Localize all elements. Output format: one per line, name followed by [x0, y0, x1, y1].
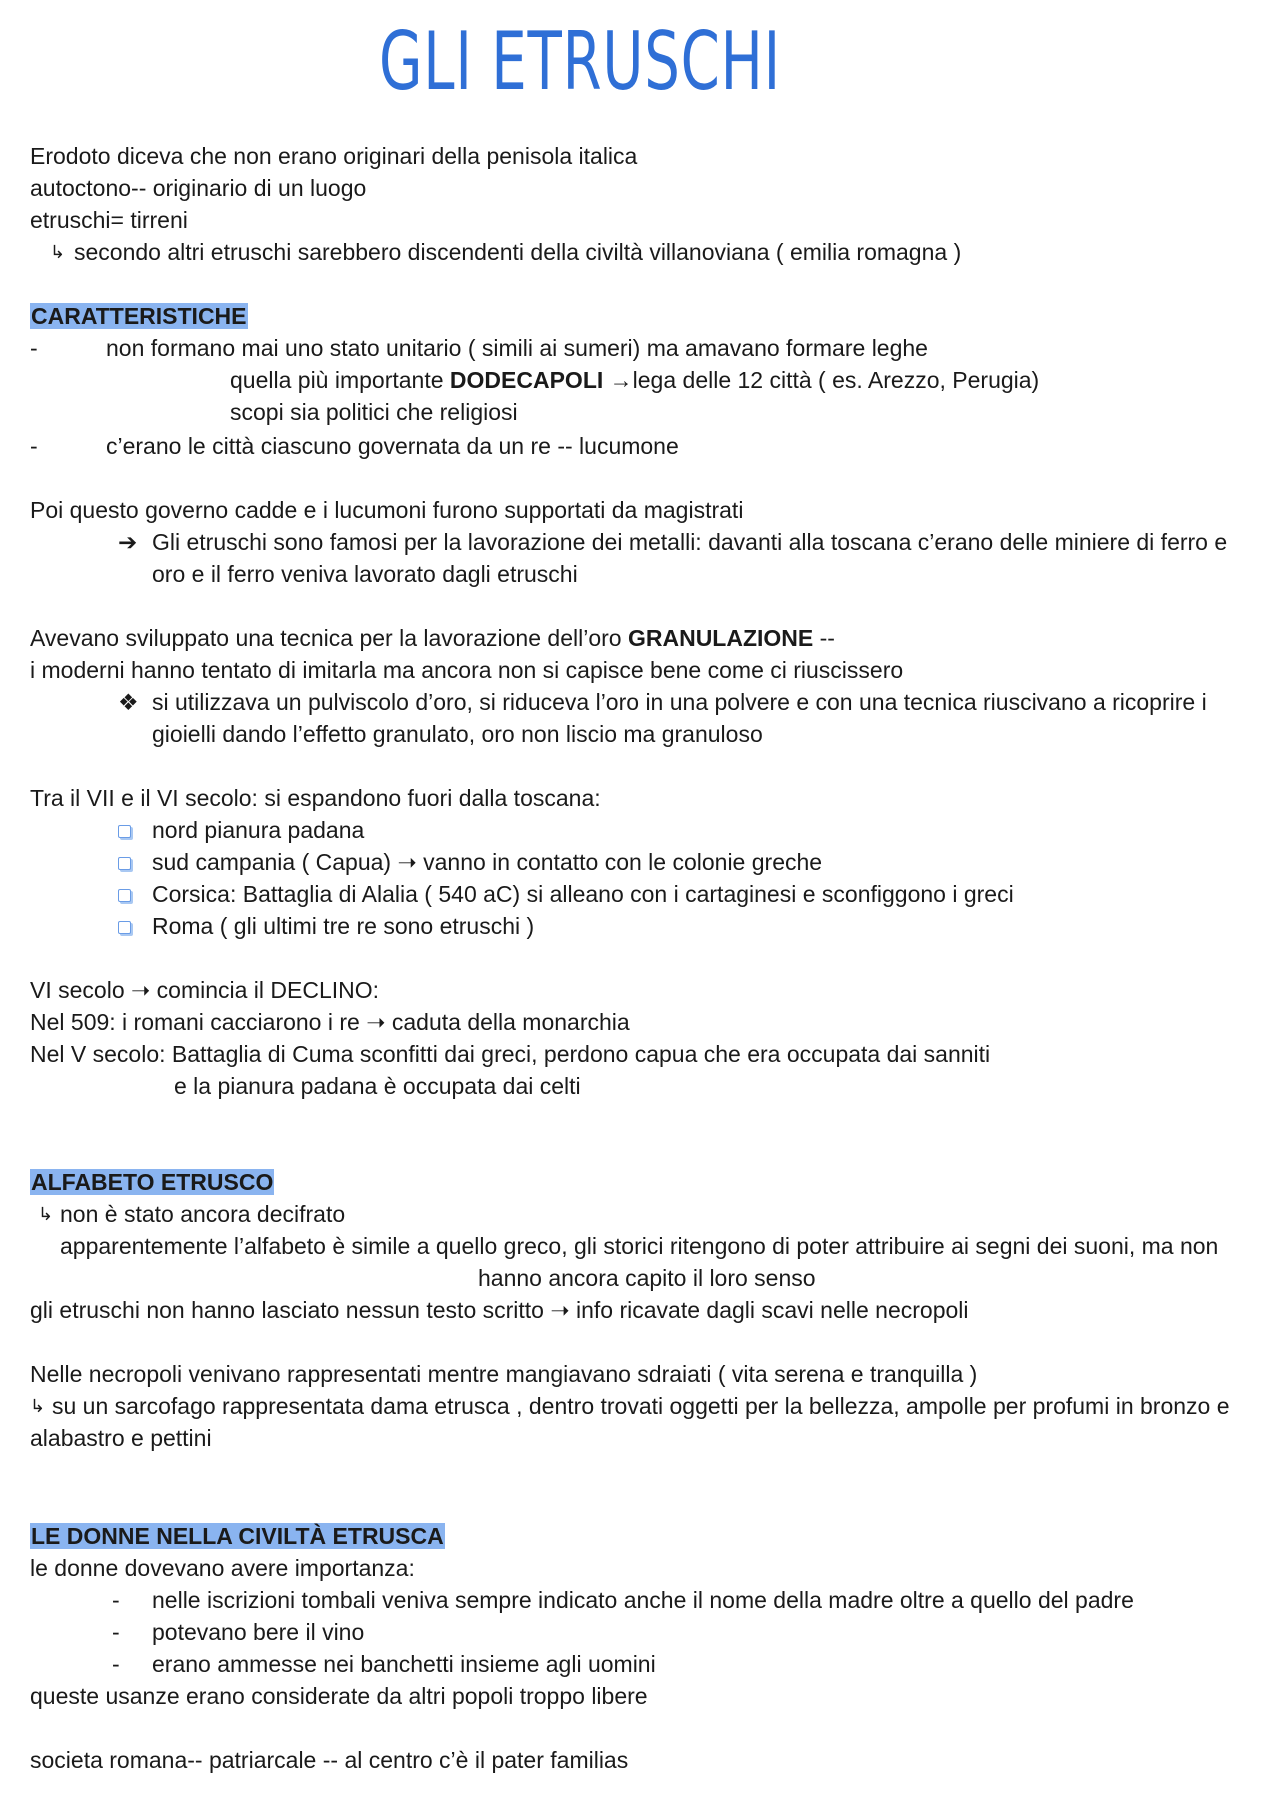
- paragraph-declino: VI secolo ➝ comincia il DECLINO:: [30, 977, 380, 1003]
- section-heading-alfabeto: [30, 1166, 274, 1198]
- donne-line-3: societa romana-- patriarcale -- al centro c’è il pater familias: [30, 1747, 629, 1773]
- caratteristiche-point-2: c’erano le città ciascuno governata da un re -- lucumone: [106, 433, 679, 459]
- alfabeto-line-3: hanno ancora capito il loro senso: [478, 1265, 816, 1291]
- intro-line-4: secondo altri etruschi sarebbero discendenti della civiltà villanoviana ( emilia romagna ): [74, 239, 962, 265]
- intro-line-3: etruschi= tirreni: [30, 207, 188, 233]
- paragraph-granulazione: [30, 622, 835, 654]
- page-title: GLI ETRUSCHI: [379, 15, 781, 108]
- paragraph-pulviscolo-2: gioielli dando l’effetto granulato, oro non liscio ma granuloso: [152, 721, 763, 747]
- caratteristiche-point-1a: [230, 364, 1039, 396]
- alfabeto-line-1: non è stato ancora decifrato: [60, 1201, 346, 1227]
- checkbox-bullet-icon: [118, 878, 131, 910]
- dash-bullet: -: [112, 1651, 120, 1677]
- list-item: erano ammesse nei banchetti insieme agli uomini: [152, 1651, 656, 1677]
- checkbox-bullet-icon: [118, 846, 131, 878]
- caratteristiche-point-1b: scopi sia politici che religiosi: [230, 399, 518, 425]
- diamond-bullet-icon: ❖: [118, 689, 139, 715]
- return-arrow-icon: ↳: [38, 1204, 54, 1224]
- checkbox-bullet-icon: [118, 910, 131, 942]
- text: --: [813, 625, 835, 651]
- checkbox-bullet-icon: [118, 814, 131, 846]
- list-item: potevano bere il vino: [152, 1619, 365, 1645]
- intro-line-2: autoctono-- originario di un luogo: [30, 175, 367, 201]
- dash-bullet: -: [30, 433, 38, 459]
- donne-line-1: le donne dovevano avere importanza:: [30, 1555, 415, 1581]
- section-heading-caratteristiche: [30, 300, 248, 332]
- dash-bullet: -: [30, 335, 38, 361]
- paragraph-pulviscolo-1: si utilizzava un pulviscolo d’oro, si riduceva l’oro in una polvere e con una tecnica riuscivano a ricoprire i: [152, 689, 1207, 715]
- bold-text: DODECAPOLI: [449, 367, 604, 393]
- return-arrow-icon: ↳: [50, 242, 66, 262]
- paragraph-moderni: i moderni hanno tentato di imitarla ma ancora non si capisce bene come ci riuscissero: [30, 657, 904, 683]
- text: Avevano sviluppato una tecnica per la lavorazione dell’oro: [30, 625, 628, 651]
- heading-text: CARATTERISTICHE: [31, 303, 247, 329]
- paragraph-celti: e la pianura padana è occupata dai celti: [174, 1073, 581, 1099]
- paragraph-509: Nel 509: i romani cacciarono i re ➝ caduta della monarchia: [30, 1009, 630, 1035]
- paragraph-espansione: Tra il VII e il VI secolo: si espandono fuori dalla toscana:: [30, 785, 601, 811]
- bold-text: GRANULAZIONE: [627, 625, 814, 651]
- heading-text: ALFABETO ETRUSCO: [31, 1169, 274, 1195]
- donne-line-2: queste usanze erano considerate da altri popoli troppo libere: [30, 1683, 648, 1709]
- list-item: nord pianura padana: [152, 817, 365, 843]
- text: →lega delle 12 città ( es. Arezzo, Perugia): [603, 367, 1040, 393]
- section-heading-donne: [30, 1520, 445, 1552]
- alfabeto-line-6: su un sarcofago rappresentata dama etrusca , dentro trovati oggetti per la bellezza, ampolle per profumi in bronzo e: [52, 1393, 1230, 1419]
- alfabeto-line-2: apparentemente l’alfabeto è simile a quello greco, gli storici ritengono di poter attribuire ai segni dei suoni, ma non: [60, 1233, 1219, 1259]
- heading-text: LE DONNE NELLA CIVILTÀ ETRUSCA: [31, 1523, 444, 1549]
- list-item: Roma ( gli ultimi tre re sono etruschi ): [152, 913, 535, 939]
- paragraph-metalli-2: oro e il ferro veniva lavorato dagli etruschi: [152, 561, 578, 587]
- alfabeto-line-4: gli etruschi non hanno lasciato nessun testo scritto ➝ info ricavate dagli scavi nelle necropoli: [30, 1297, 969, 1323]
- return-arrow-icon: ↳: [30, 1396, 46, 1416]
- list-item: sud campania ( Capua) ➝ vanno in contatto con le colonie greche: [152, 849, 823, 875]
- paragraph-governo: Poi questo governo cadde e i lucumoni furono supportati da magistrati: [30, 497, 744, 523]
- list-item: nelle iscrizioni tombali veniva sempre indicato anche il nome della madre oltre a quello del padre: [152, 1587, 1134, 1613]
- dash-bullet: -: [112, 1587, 120, 1613]
- alfabeto-line-7: alabastro e pettini: [30, 1425, 212, 1451]
- paragraph-v-secolo: Nel V secolo: Battaglia di Cuma sconfitti dai greci, perdono capua che era occupata dai sanniti: [30, 1041, 991, 1067]
- intro-line-1: Erodoto diceva che non erano originari della penisola italica: [30, 143, 638, 169]
- dash-bullet: -: [112, 1619, 120, 1645]
- list-item: Corsica: Battaglia di Alalia ( 540 aC) si alleano con i cartaginesi e sconfiggono i greci: [152, 881, 1014, 907]
- caratteristiche-point-1: non formano mai uno stato unitario ( simili ai sumeri) ma amavano formare leghe: [106, 335, 928, 361]
- paragraph-metalli-1: Gli etruschi sono famosi per la lavorazione dei metalli: davanti alla toscana c’erano delle miniere di ferro e: [152, 529, 1228, 555]
- alfabeto-line-5: Nelle necropoli venivano rappresentati mentre mangiavano sdraiati ( vita serena e tranquilla ): [30, 1361, 978, 1387]
- arrow-bullet-icon: ➔: [118, 529, 138, 555]
- text: quella più importante: [230, 367, 450, 393]
